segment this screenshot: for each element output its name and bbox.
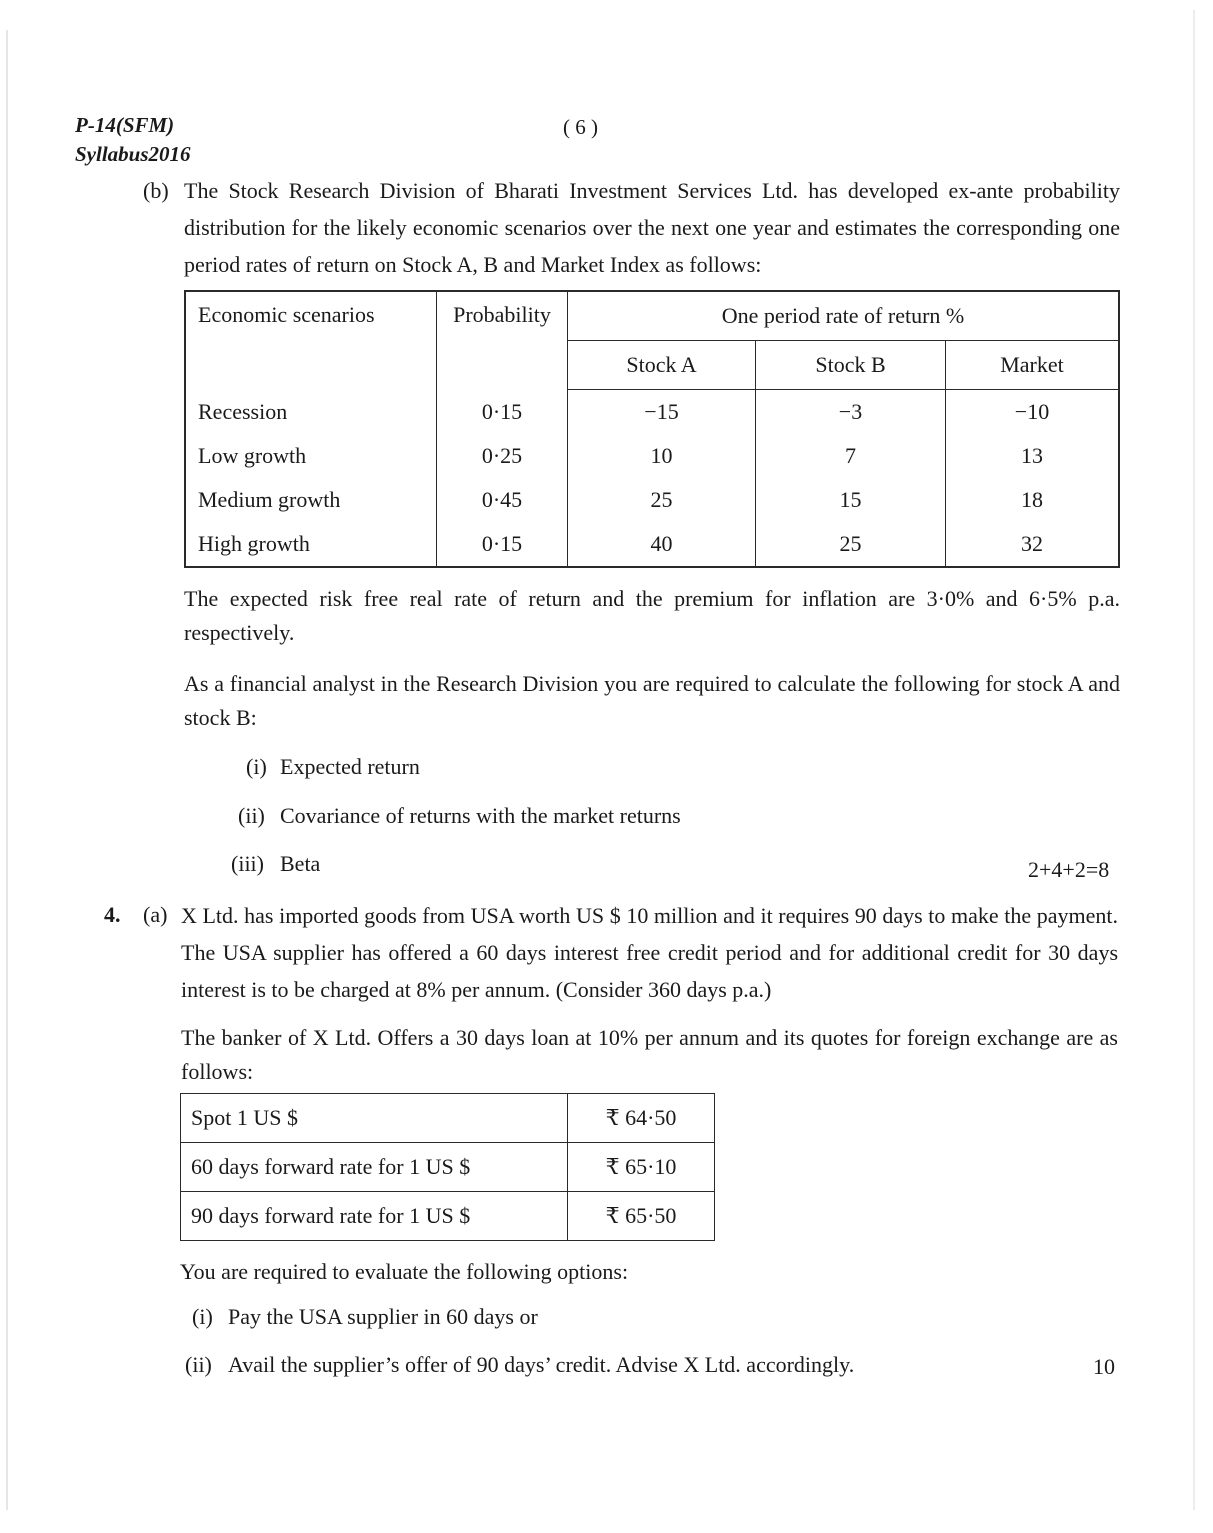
- fx-value: ₹ 65·10: [568, 1143, 715, 1192]
- fx-label: 90 days forward rate for 1 US $: [181, 1192, 568, 1241]
- header-rate-of-return: One period rate of return %: [568, 291, 1120, 341]
- q4a-intro: X Ltd. has imported goods from USA worth US $ 10 million and it requires 90 days to make the payment. The USA supplier has offered a 60 days interest free credit period and for additional credit for 30 days interest is to be charged at 8% per annum. (Consider 360 days p.a.): [181, 903, 1118, 1002]
- cell-scenario: Recession: [185, 390, 437, 435]
- q4a-label: (a): [143, 902, 168, 927]
- cell-market: 13: [1021, 443, 1043, 468]
- table-row: [181, 1143, 715, 1192]
- fx-value: ₹ 64·50: [568, 1094, 715, 1143]
- page-number: ( 6 ): [563, 115, 598, 139]
- table-row: [185, 522, 1119, 567]
- evaluate-text: You are required to evaluate the following options:: [180, 1259, 629, 1284]
- q3b-marks: 2+4+2=8: [1028, 857, 1110, 882]
- cell-stock-b: 15: [756, 478, 946, 522]
- table-row: [181, 1094, 715, 1143]
- table-row: [181, 1192, 715, 1241]
- item-number: (ii): [238, 803, 265, 828]
- scan-edge-left: [6, 30, 8, 1510]
- cell-probability: 0·45: [437, 478, 568, 522]
- table-row: [185, 390, 1119, 435]
- cell-stock-a: −15: [568, 390, 756, 435]
- cell-probability: 0·15: [437, 390, 568, 435]
- option-number: (ii): [185, 1352, 212, 1377]
- item-text: Covariance of returns with the market returns: [280, 803, 681, 828]
- analyst-text: As a financial analyst in the Research Division you are required to calculate the following for stock A and stock B:: [184, 671, 1120, 730]
- cell-stock-b: 25: [756, 522, 946, 567]
- cell-scenario: High growth: [185, 522, 437, 567]
- fx-label: 60 days forward rate for 1 US $: [181, 1143, 568, 1192]
- header-stock-b: Stock B: [756, 341, 946, 390]
- risk-free-text: The expected risk free real rate of return and the premium for inflation are 3·0% and 6·5% p.a. respectively.: [184, 586, 1120, 645]
- cell-stock-a: 25: [568, 478, 756, 522]
- q4-number: 4.: [104, 902, 121, 927]
- option-text: Pay the USA supplier in 60 days or: [228, 1304, 538, 1329]
- q4a-marks: 10: [1093, 1354, 1115, 1379]
- cell-stock-b: −3: [756, 390, 946, 435]
- syllabus-label: Syllabus2016: [75, 142, 191, 166]
- cell-probability: 0·25: [437, 434, 568, 478]
- header-probability: Probability: [437, 291, 568, 390]
- q3b-intro: The Stock Research Division of Bharati Investment Services Ltd. has developed ex-ante probability distribution for the likely economic scenarios over the next one year and estimates the corresponding one period rates of return on Stock A, B and Market Index as follows:: [184, 178, 1120, 277]
- cell-market: 18: [1021, 487, 1043, 512]
- cell-scenario: Low growth: [185, 434, 437, 478]
- header-economic-scenarios: Economic scenarios: [185, 291, 437, 390]
- fx-rates-table: [180, 1093, 715, 1241]
- item-text: Beta: [280, 851, 321, 876]
- cell-stock-a: 40: [568, 522, 756, 567]
- header-market: Market: [946, 341, 1120, 390]
- header-stock-a: Stock A: [568, 341, 756, 390]
- fx-value: ₹ 65·50: [568, 1192, 715, 1241]
- fx-label: Spot 1 US $: [181, 1094, 568, 1143]
- option-number: (i): [192, 1304, 213, 1329]
- option-text: Avail the supplier’s offer of 90 days’ credit. Advise X Ltd. accordingly.: [228, 1352, 855, 1377]
- cell-stock-b: 7: [756, 434, 946, 478]
- item-text: Expected return: [280, 754, 420, 779]
- scan-edge-right: [1193, 10, 1195, 1510]
- cell-scenario: Medium growth: [185, 478, 437, 522]
- table-row: [185, 434, 1119, 478]
- item-number: (i): [246, 754, 267, 779]
- paper-code: P-14(SFM): [75, 113, 175, 137]
- cell-stock-a: 10: [568, 434, 756, 478]
- banker-text: The banker of X Ltd. Offers a 30 days loan at 10% per annum and its quotes for foreign exchange are as follows:: [181, 1025, 1118, 1084]
- cell-market: 32: [1021, 531, 1043, 556]
- cell-market: −10: [1014, 399, 1050, 424]
- returns-table: [184, 290, 1120, 568]
- item-number: (iii): [231, 851, 264, 876]
- cell-probability: 0·15: [437, 522, 568, 567]
- q3b-label: (b): [143, 178, 169, 203]
- table-row: [185, 478, 1119, 522]
